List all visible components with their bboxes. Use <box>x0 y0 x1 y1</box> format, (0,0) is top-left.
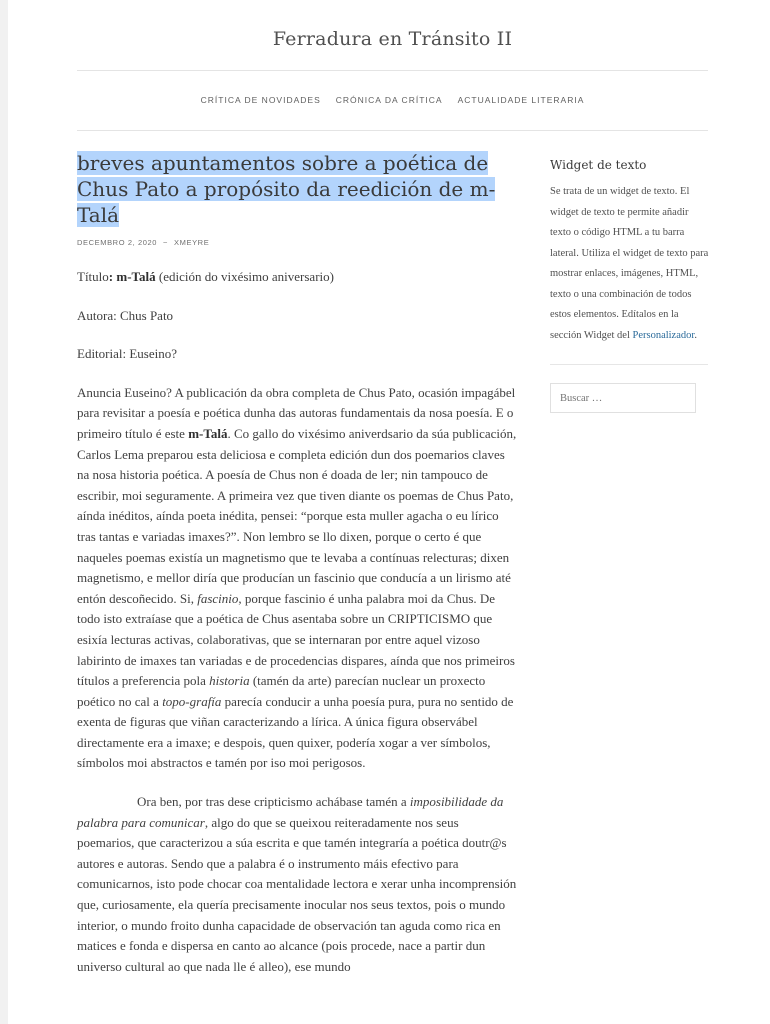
p1-text-e: , porque fascinio é unha palabra moi da Chus. De todo isto extraíase que a poética de Chus asentaba sobre un CRIPTICISMO que esixía lecturas activas, colaborativas, que se internaran por entre aquel vizoso labirinto de imaxes tan variadas e de procedencias dispares, aínda que nos primeiros títulos a preferencia pola <box>77 590 515 689</box>
paragraph-1 <box>77 383 519 774</box>
p1-bold-title: m-Talá <box>188 425 228 441</box>
p1-italic-topografia: topo-grafía <box>162 693 222 709</box>
p1-text-i: parecía conducir a unha poesía pura, pura no sentido de exenta de figuras que viñan caracterizando a lírica. A única figura observábel directamente era a imaxe; e despois, quen quixer, podería xogar a ver símbolos, símbolos moi abstractos e tamén por iso moi perigosos. <box>77 693 514 771</box>
widget-text-end: . <box>694 329 697 341</box>
p1-text-a: Anuncia Euseino? A publicación da obra completa de Chus Pato, ocasión impagábel para revisitar a poesía e poética dunha das autoras fundamentais da nosa poesía. E o primeiro título é este <box>77 384 516 441</box>
personalizador-link[interactable]: Personalizador <box>632 329 695 341</box>
titulo-label: Título <box>77 269 109 284</box>
p2-text-c: , algo do que se queixou reiteradamente nos seus poemarios, que caracterizou a súa escrita e que tamén integraría a poética doutr@s autores e autoras. Sendo que a palabra é o instrumento máis efectivo para comunicarnos, isto pode chocar coa mentalidade lectora e xerar unha incomprensión que, curiosamente, ela quería precisamente inocular nos seus textos, pois o mundo interior, o mundo froito dunha capacidade de observación tan aguda como rica en matices e fonda e dispersa en canto ao alcance (pois procede, nace a partir dun universo cultural ao que nada lle é alleo), ese mundo <box>77 814 517 974</box>
nav-divider <box>77 130 708 131</box>
site-title[interactable]: Ferradura en Tránsito II <box>272 28 513 50</box>
widget-text <box>550 182 710 346</box>
paragraph-2 <box>77 792 519 977</box>
titulo-value: m-Talá <box>116 269 156 284</box>
field-titulo <box>77 267 519 288</box>
search-input[interactable] <box>550 383 696 413</box>
p1-text-g: (tamén da arte) parecían nuclear un proxecto poético no cal a <box>77 673 486 709</box>
sidebar <box>550 158 710 413</box>
post-title[interactable] <box>77 150 519 228</box>
post-title-text: breves apuntamentos sobre a poética de Chus Pato a propósito da reedición de m-Talá <box>77 151 496 227</box>
post-date[interactable]: DECEMBRO 2, 2020 <box>77 238 158 247</box>
p1-italic-fascinio: fascinio <box>197 590 239 606</box>
sidebar-divider <box>550 364 708 365</box>
widget-title: Widget de texto <box>550 158 647 172</box>
nav-item-cronica-da-critica[interactable]: CRÓNICA DA CRÍTICA <box>335 95 443 105</box>
p2-text-a: Ora ben, por tras dese cripticismo achábase tamén a <box>137 794 410 810</box>
field-autora: Autora: Chus Pato <box>77 307 174 323</box>
post-meta <box>77 238 519 247</box>
field-editorial: Editorial: Euseino? <box>77 346 178 362</box>
p2-italic-imposibilidade: imposibilidade da palabra para comunicar <box>77 794 504 830</box>
nav-item-critica-de-novidades[interactable]: CRÍTICA DE NOVIDADES <box>200 95 321 105</box>
meta-separator: ~ <box>163 238 169 247</box>
post-content <box>77 267 519 977</box>
header-divider <box>77 70 708 71</box>
post-article <box>77 150 519 995</box>
left-edge-strip <box>0 0 8 1024</box>
titulo-rest: (edición do vixésimo aniversario) <box>155 269 334 284</box>
p1-italic-historia: historia <box>209 673 250 689</box>
widget-text-body: Se trata de un widget de texto. El widget de texto te permite añadir texto o código HTML a tu barra lateral. Utiliza el widget de texto para mostrar enlaces, imágenes, HTML, texto o una combinación de todos estos elementos. Edítalos en la sección Widget del <box>550 186 709 341</box>
titulo-colon: : <box>108 269 117 284</box>
post-author[interactable]: XMEYRE <box>174 238 210 247</box>
p1-text-c: . Co gallo do vixésimo aniverdsario da súa publicación, Carlos Lema preparou esta deliciosa e completa edición dun dos poemarios claves na nosa historia poética. A poesía de Chus non é doada de ler; nin tampouco de escribir, moi seguramente. A primeira vez que tiven diante os poemas de Chus Pato, aínda inéditos, aínda poeta inédita, pensei: “porque esta muller agacha o eu lírico tras tantas e variadas imaxes?”. Non lembro se llo dixen, porque o certo é que naqueles poemas existía un magnetismo que te levaba a contínuas relecturas; dixen magnetismo, e mellor diría que producían un fascinio que conducía a un lirismo até entón descoñecido. Si, <box>77 425 517 606</box>
nav-item-actualidade-literaria[interactable]: ACTUALIDADE LITERARIA <box>457 95 585 105</box>
main-navigation <box>0 95 770 105</box>
